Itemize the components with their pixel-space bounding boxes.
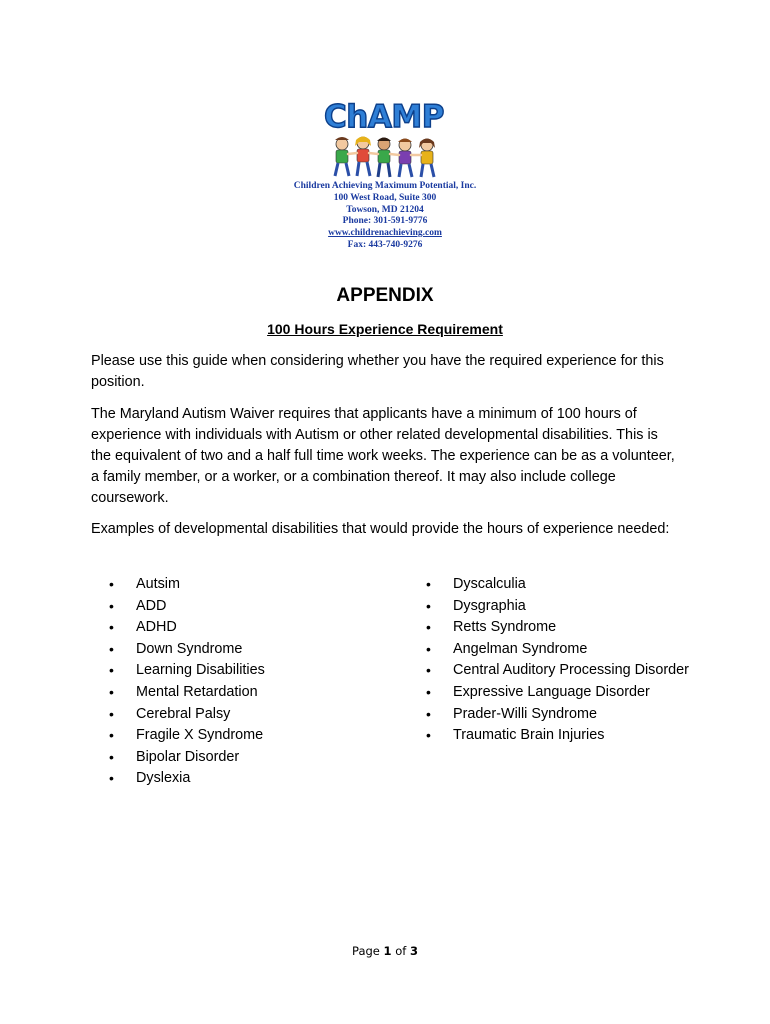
disabilities-list-left	[91, 574, 391, 790]
bullet-icon: •	[426, 576, 431, 592]
disabilities-list-right	[408, 574, 698, 747]
list-item	[408, 596, 698, 618]
list-item-label: ADHD	[136, 619, 177, 636]
bullet-icon: •	[426, 597, 431, 614]
bullet-icon: •	[109, 770, 114, 787]
bullet-icon: •	[109, 576, 114, 592]
requirement-paragraph: The Maryland Autism Waiver requires that applicants have a minimum of 100 hours of experience with individuals with Autism or other related developmental disabilities. This is the equivalent of two and a half full time work weeks. The experience can be as a volunteer, a family member, or a worker, or a combination thereof. It may also include college coursework.	[91, 406, 675, 506]
list-item-label: Dysgraphia	[453, 597, 526, 614]
bullet-icon: •	[426, 705, 431, 722]
bullet-icon: •	[426, 683, 431, 700]
bullet-icon: •	[426, 662, 431, 679]
champ-logo	[318, 98, 450, 182]
bullet-icon: •	[109, 662, 114, 679]
list-item	[91, 725, 391, 747]
list-item-label: Traumatic Brain Injuries	[453, 727, 605, 744]
list-item-label: Expressive Language Disorder	[453, 683, 650, 700]
bullet-icon: •	[109, 748, 114, 765]
list-item	[91, 617, 391, 639]
list-item	[408, 704, 698, 726]
bullet-icon: •	[109, 597, 114, 614]
list-item-label: Bipolar Disorder	[136, 748, 240, 765]
list-item-label: Central Auditory Processing Disorder	[453, 662, 689, 679]
list-item	[91, 639, 391, 661]
list-item-label: Retts Syndrome	[453, 619, 557, 636]
list-item-label: Mental Retardation	[136, 683, 258, 700]
bullet-icon: •	[426, 727, 431, 744]
phone-number: Phone: 301-591-9776	[342, 216, 428, 227]
children-holding-hands-icon	[330, 134, 442, 182]
list-item-label: Dyslexia	[136, 770, 191, 787]
address-line-2: Towson, MD 21204	[346, 204, 424, 215]
list-item-label: Cerebral Palsy	[136, 705, 231, 722]
list-item	[91, 704, 391, 726]
list-item-label: Learning Disabilities	[136, 662, 265, 679]
list-item	[91, 682, 391, 704]
bullet-icon: •	[109, 683, 114, 700]
page-subtitle: 100 Hours Experience Requirement	[267, 321, 503, 337]
logo-wordmark: ChAMP	[324, 99, 444, 135]
bullet-icon: •	[109, 619, 114, 636]
contact-block	[200, 181, 570, 252]
address-line-1: 100 West Road, Suite 300	[333, 192, 437, 203]
page-footer	[0, 943, 770, 959]
list-item	[408, 617, 698, 639]
bullet-icon: •	[109, 727, 114, 744]
list-item-label: Down Syndrome	[136, 640, 243, 657]
of-word: of	[395, 944, 407, 958]
list-item	[91, 574, 391, 596]
page-number: 1	[383, 944, 392, 958]
bullet-icon: •	[426, 640, 431, 657]
list-item	[91, 596, 391, 618]
list-item-label: Fragile X Syndrome	[136, 727, 264, 744]
fax-number: Fax: 443-740-9276	[347, 239, 423, 250]
bullet-icon: •	[109, 640, 114, 657]
list-item	[91, 660, 391, 682]
list-item	[91, 747, 391, 769]
website-link[interactable]: www.childrenachieving.com	[328, 228, 442, 239]
list-item-label: Angelman Syndrome	[453, 640, 588, 657]
org-name: Children Achieving Maximum Potential, Inc.	[293, 181, 477, 191]
list-item	[408, 660, 698, 682]
examples-paragraph: Examples of developmental disabilities that would provide the hours of experience needed:	[91, 521, 670, 537]
list-item	[408, 682, 698, 704]
list-item-label: ADD	[136, 597, 167, 614]
list-item-label: Dyscalculia	[453, 576, 526, 592]
list-item	[408, 639, 698, 661]
bullet-icon: •	[426, 619, 431, 636]
list-item	[91, 768, 391, 790]
list-item-label: Prader-Willi Syndrome	[453, 705, 597, 722]
list-item	[408, 574, 698, 596]
page-title: APPENDIX	[336, 285, 434, 306]
list-item	[408, 725, 698, 747]
bullet-icon: •	[109, 705, 114, 722]
intro-paragraph: Please use this guide when considering whether you have the required experience for this position.	[91, 353, 664, 390]
page-total: 3	[409, 944, 418, 958]
list-item-label: Autsim	[136, 576, 180, 592]
page-word: Page	[352, 944, 380, 958]
